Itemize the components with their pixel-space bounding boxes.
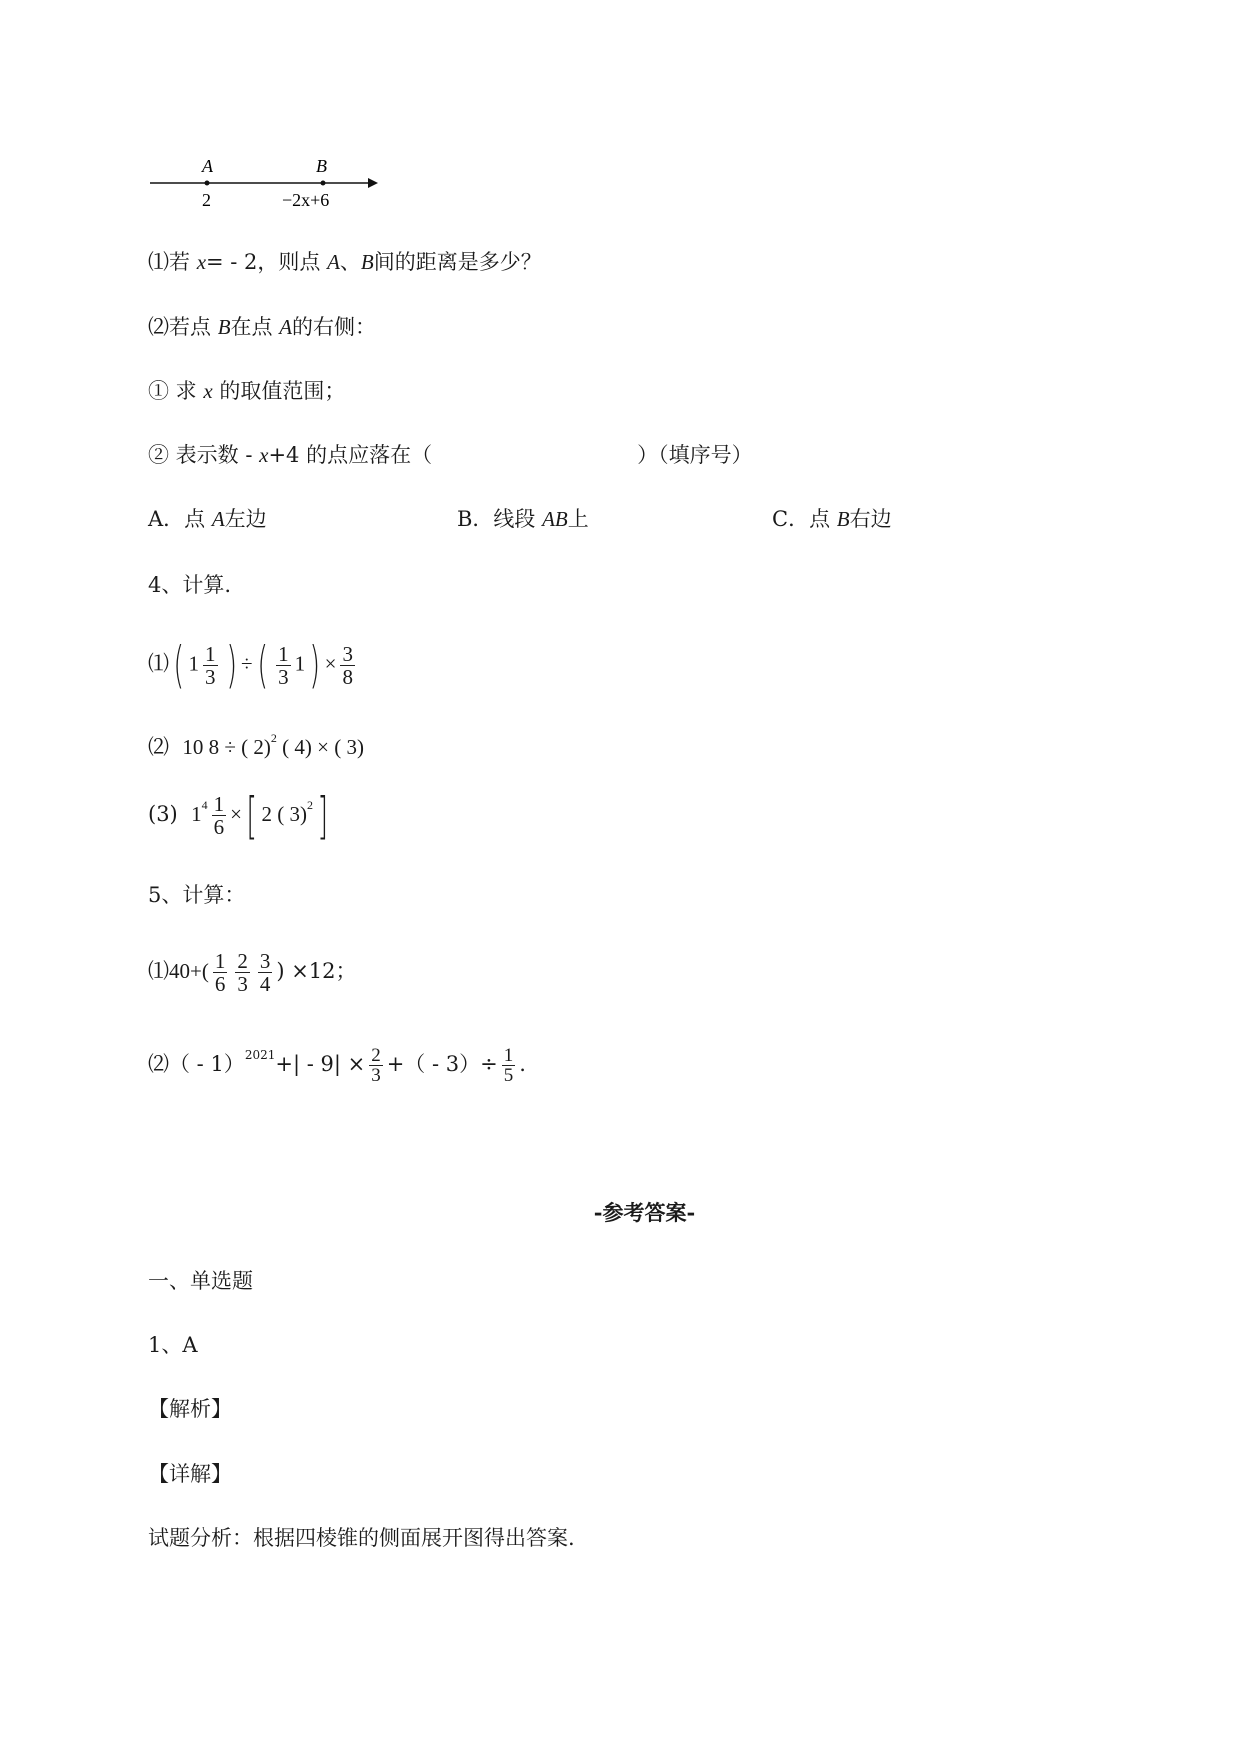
- point-b-label: B: [316, 156, 327, 176]
- option-c: C．点 B右边: [772, 507, 892, 531]
- value-b: −2x+6: [282, 190, 330, 210]
- q5-title: 5、计算：: [148, 883, 246, 907]
- number-line-arrow: [368, 178, 378, 188]
- number-line-figure: [140, 150, 380, 215]
- analysis-label: 【解析】: [148, 1397, 232, 1421]
- answer-item-1: 1、A: [148, 1333, 198, 1357]
- q5-part2: ⑵（ - 1）$^{2021}$+| - 9| × $\frac{2}{3}$ +（ - 3）÷ $\frac{1}{5}$ .: [148, 1045, 526, 1086]
- q4-part1: ⑴( 1 $\frac{1}{3}$ ) ÷( $\frac{1}{3}$ 1) × $\frac{3}{8}$: [148, 636, 353, 694]
- q3-sub1: ① 求 x 的取值范围；: [148, 379, 346, 403]
- q4-title: 4、计算.: [148, 573, 232, 597]
- answers-section: 一、单选题: [148, 1269, 253, 1293]
- q4-part2: ⑵ 10 8 ÷ ( 2)$^2$ ( 4) × ( 3): [148, 731, 364, 759]
- q3-sub2: ② 表示数 - x+4 的点应落在（ ）（填序号）: [148, 443, 753, 467]
- point-a-dot: [205, 181, 210, 186]
- q5-part1: ⑴40+( $\frac{1}{6}$ $\frac{2}{3}$ $\frac{3}{4}$ ) ×12；: [148, 949, 357, 996]
- answers-heading: -参考答案-: [593, 1200, 696, 1225]
- point-a-label: A: [202, 156, 213, 176]
- q3-part2: ⑵若点 B在点 A的右侧：: [148, 315, 377, 339]
- option-b: B．线段 AB上: [457, 507, 589, 531]
- value-a: 2: [202, 190, 211, 210]
- detail-label: 【详解】: [148, 1462, 232, 1486]
- option-a: A．点 A左边: [148, 507, 267, 531]
- point-b-dot: [321, 181, 326, 186]
- q3-part1: ⑴若 x= - 2，则点 A、B间的距离是多少？: [148, 250, 542, 274]
- q4-part3: (3) $1^4$ $\frac{1}{6}$ ×[ 2 ( 3)$^2$]: [148, 786, 329, 845]
- answer-text: 试题分析：根据四棱锥的侧面展开图得出答案.: [148, 1526, 575, 1550]
